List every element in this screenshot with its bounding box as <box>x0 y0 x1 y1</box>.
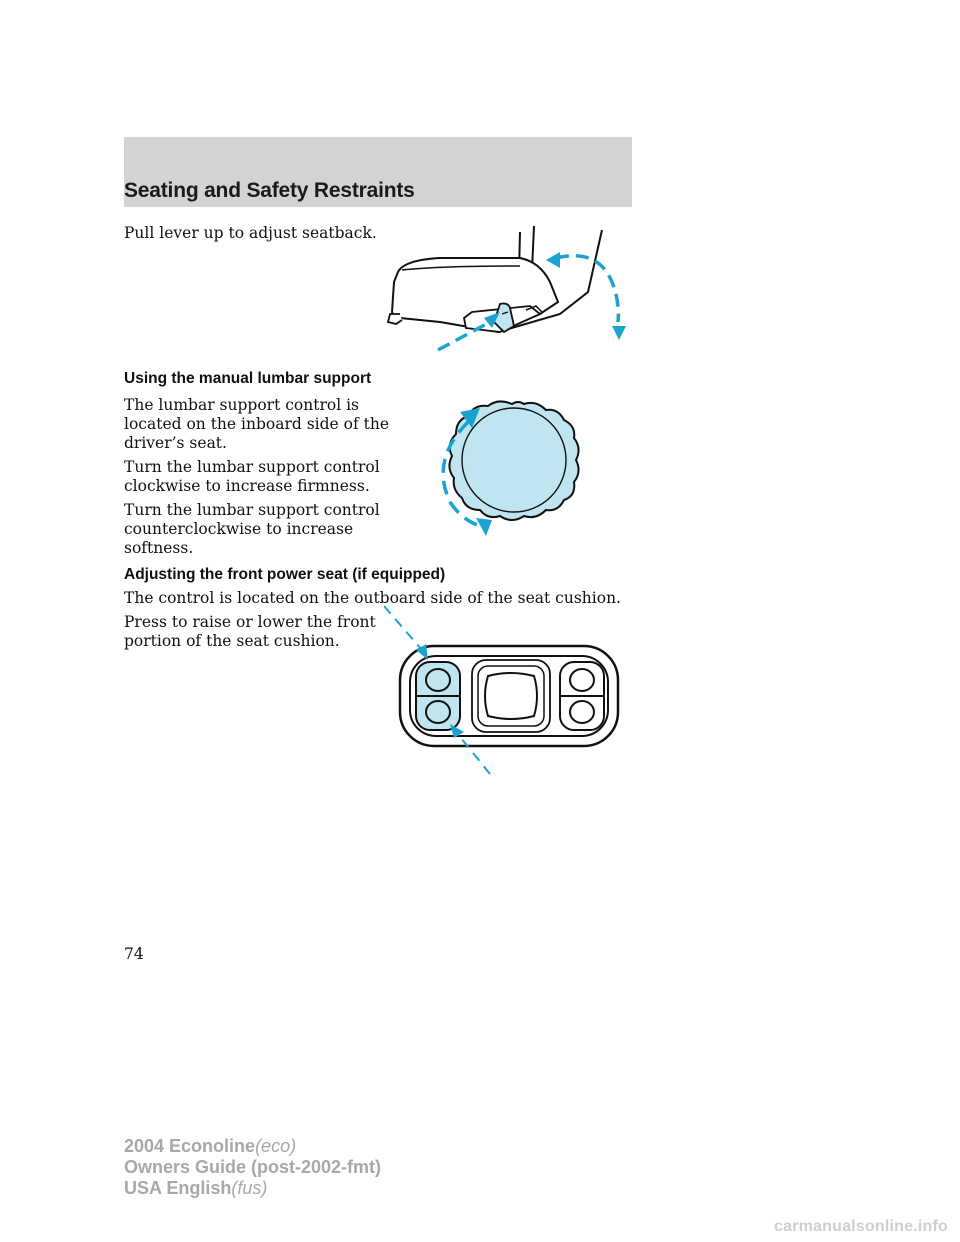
lumbar-paragraph-line: counterclockwise to increase <box>124 520 354 538</box>
seatback-instruction: Pull lever up to adjust seatback. <box>124 224 377 242</box>
lumbar-paragraph-line: clockwise to increase firmness. <box>124 477 370 495</box>
lumbar-paragraph-line: The lumbar support control is <box>124 396 359 414</box>
power-seat-heading: Adjusting the front power seat (if equipped) <box>124 566 446 583</box>
footer-model: 2004 Econoline <box>124 1136 256 1156</box>
power-seat-paragraph-line: portion of the seat cushion. <box>124 632 340 650</box>
lumbar-paragraph-line: driver’s seat. <box>124 434 227 452</box>
page-number: 74 <box>124 945 144 963</box>
footer-language: USA English <box>124 1178 232 1198</box>
lumbar-paragraph-line: located on the inboard side of the <box>124 415 390 433</box>
lumbar-heading: Using the manual lumbar support <box>124 370 372 387</box>
footer-language-code: (fus) <box>231 1178 268 1198</box>
power-seat-paragraph: The control is located on the outboard side of the seat cushion. <box>124 589 621 607</box>
seatback-lever-illustration <box>380 222 642 357</box>
lumbar-paragraph-line: Turn the lumbar support control <box>124 458 380 476</box>
page-title: Seating and Safety Restraints <box>124 179 415 202</box>
lumbar-paragraph-line: Turn the lumbar support control <box>124 501 380 519</box>
lumbar-knob-illustration <box>424 398 586 542</box>
power-seat-paragraph-line: Press to raise or lower the front <box>124 613 376 631</box>
lumbar-paragraph-line: softness. <box>124 539 194 557</box>
footer-guide: Owners Guide (post-2002-fmt) <box>124 1157 382 1177</box>
watermark: carmanualsonline.info <box>773 1218 948 1235</box>
power-seat-control-illustration <box>384 604 624 776</box>
footer-model-code: (eco) <box>255 1136 297 1156</box>
document-footer <box>124 1136 381 1199</box>
